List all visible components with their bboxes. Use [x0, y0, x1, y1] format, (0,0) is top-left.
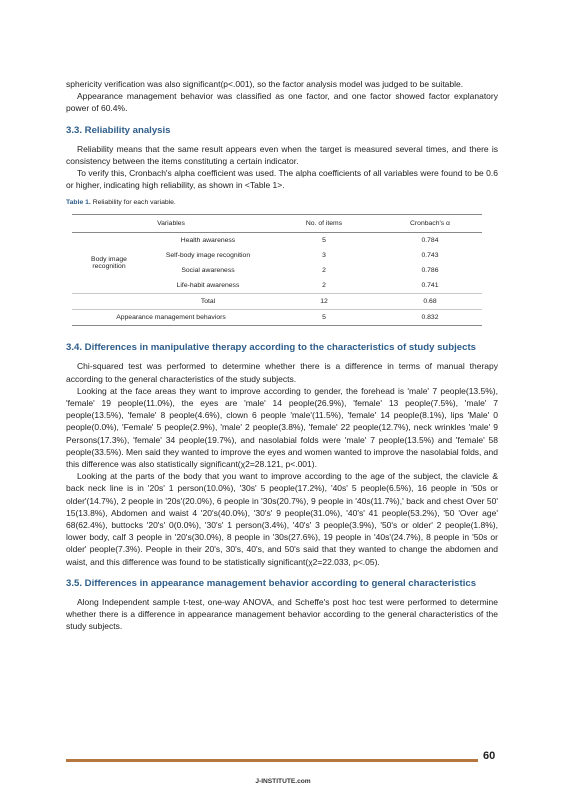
- group-label: Body image recognition: [91, 256, 127, 271]
- section-heading: 3.3. Reliability analysis: [66, 124, 171, 136]
- paragraph: Appearance management behavior was classified as one factor, and one factor showed factor explanatory power of 60.4%.: [66, 91, 498, 114]
- paragraph: Looking at the parts of the body that you want to improve according to the age of the subject, the clavicle & back neck line is in '20s' 1 person(10.0%), '30s' 5 people(17.2%), '40s' 5 people(6.5%), 16 people in '50s or older'(14.7%), 2 people in '20s'(20.0%), 6 people in '30s(20.7%), 9 people in '40s(11.7%),' back and chest Over 50' 15(13.8%), Abdomen and waist 4 '20's(40.0%), '30's' 9 people(31.0%), '40's' 41 people(53.2%), '50 'Over age' 68(62.4%), buttocks '20's' 0(0.0%), '30's' 1 person(3.4%), '40's' 3 people(3.9%), '50's or older' 2 people(1.8%), lower body, calf 3 people in '20's(30.0%), 8 people in '30s(27.6%), 19 people in '40s'(24.7%), 8 people in '50s or older' people(7.3%). People in their 20's, 30's, 40's, and 50's said that they wanted to change the abdomen and waist, and this difference was found to be statistically significant(χ2=22.033, p<.05).: [66, 471, 498, 567]
- alpha-value: 0.68: [378, 294, 482, 310]
- variable-name: Social awareness: [181, 267, 235, 275]
- alpha-value: 0.786: [421, 267, 439, 275]
- table-row: [72, 233, 482, 249]
- variable-name: Appearance management behaviors: [72, 310, 270, 326]
- paragraph: To verify this, Cronbach's alpha coefficient was used. The alpha coefficients of all variables were found to be 0.6 or higher, indicating high reliability, as shown in <Table 1>.: [66, 168, 498, 191]
- item-count: 5: [270, 310, 378, 326]
- table-caption-label: Table 1.: [66, 199, 91, 207]
- item-count: 12: [270, 294, 378, 310]
- item-count: 2: [322, 282, 326, 290]
- variable-name: Health awareness: [180, 237, 236, 245]
- reliability-table: [72, 214, 482, 326]
- table-total-row: [72, 294, 482, 310]
- item-count: 3: [322, 252, 326, 260]
- header-items: No. of items: [270, 215, 378, 233]
- header-alpha: Cronbach's α: [378, 215, 482, 233]
- variable-name: Self-body image recognition: [165, 252, 251, 260]
- alpha-value: 0.832: [378, 310, 482, 326]
- footer-site: J-INSTITUTE.com: [255, 778, 311, 785]
- empty-cell: [72, 294, 146, 310]
- alpha-value: 0.743: [421, 252, 439, 260]
- paragraph: Chi-squared test was performed to determine whether there is a difference in terms of manual therapy according to the general characteristics of the study subjects.: [66, 361, 498, 384]
- table-header-row: [72, 215, 482, 233]
- item-count: 2: [322, 267, 326, 275]
- item-count: 5: [322, 237, 326, 245]
- page-content: [66, 78, 498, 632]
- footer-rule: [66, 759, 478, 762]
- section-heading: 3.5. Differences in appearance management behavior according to general characteristics: [66, 577, 477, 589]
- alpha-value: 0.741: [421, 282, 439, 290]
- page-number: 60: [483, 750, 496, 762]
- table-caption: [66, 199, 498, 206]
- paragraph: Along Independent sample t-test, one-way ANOVA, and Scheffe's post hoc test were performed to determine whether there is a difference in appearance management behavior according to the general characteristics of the study subjects.: [66, 596, 498, 632]
- total-label: Total: [146, 294, 270, 310]
- variable-name: Life-habit awareness: [176, 282, 240, 290]
- table-caption-text: Reliability for each variable.: [92, 199, 176, 207]
- table-row: [72, 310, 482, 326]
- paragraph: Reliability means that the same result appears even when the target is measured several times, and there is consistency between the items constituting a certain indicator.: [66, 143, 498, 166]
- header-variables: Variables: [72, 215, 270, 233]
- section-heading: 3.4. Differences in manipulative therapy according to the characteristics of study subjects: [66, 342, 476, 354]
- paragraph: Looking at the face areas they want to improve according to gender, the forehead is 'male' 7 people(13.5%), 'female' 19 people(11.0%), the eyes are 'male' 14 people(26.9%), 'female' 13 people(7.5%), 'male' 7 people(13.5%), 'female' 8 people(4.6%), clown 6 people 'male'(11.5%), 'female' 14 people(8.1%), lips 'Male' 0 people(0.0%), 'Female' 5 people(2.9%), 'male' 2 people(3.8%), 'female' 22 people(12.7%), neck wrinkles 'male' 9 Persons(17.3%), 'female' 34 people(19.7%), and nasolabial folds were 'male' 7 people(13.5%) and 'female' 58 people(33.5%). Men said they wanted to improve the eyes and women wanted to improve the nasolabial folds, and this difference was also statistically significant(χ2=28.121, p<.001).: [66, 385, 498, 470]
- paragraph: sphericity verification was also significant(p<.001), so the factor analysis model was judged to be suitable.: [66, 79, 464, 89]
- alpha-value: 0.784: [421, 237, 439, 245]
